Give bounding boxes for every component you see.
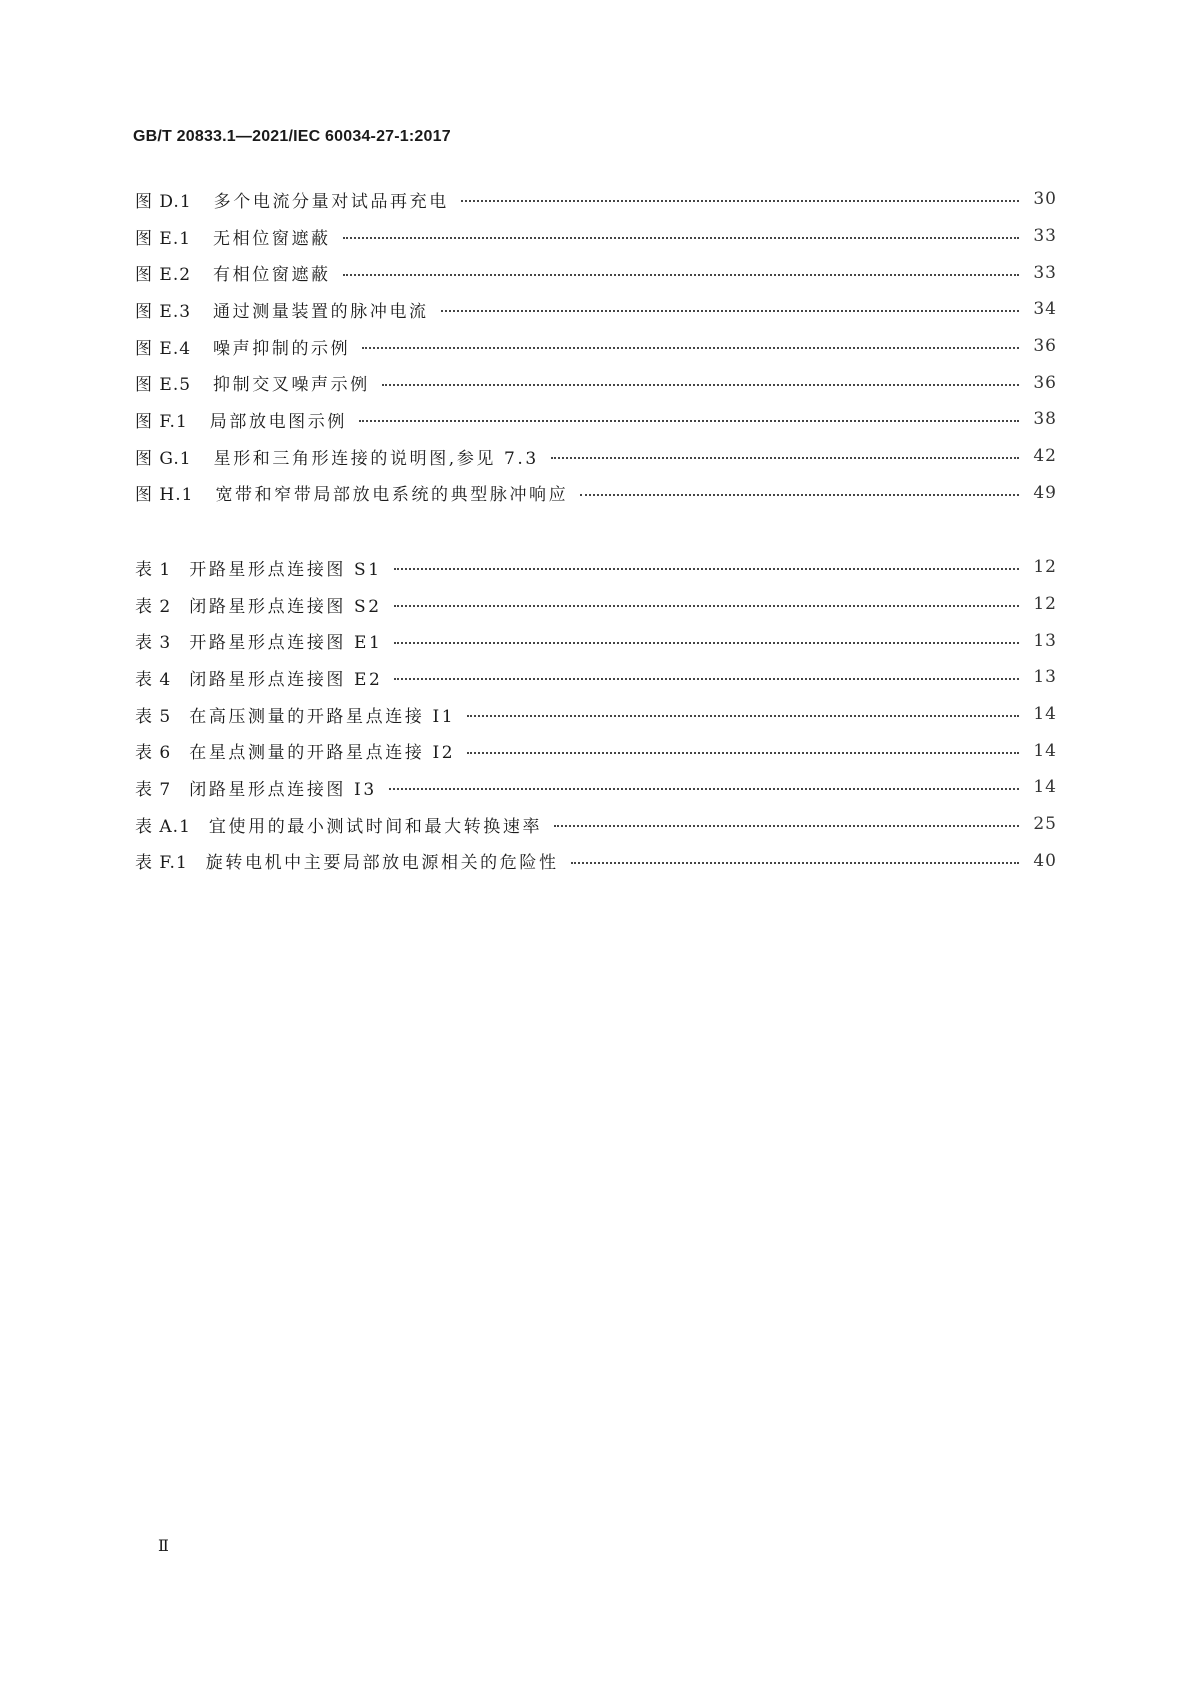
toc-entry-label: 图 E.4 <box>135 338 192 359</box>
toc-entry-page: 25 <box>1033 814 1057 835</box>
toc-entry-page: 14 <box>1033 777 1057 798</box>
toc-entry-title: 在高压测量的开路星点连接 I1 <box>189 706 456 727</box>
toc-entry-label: 图 D.1 <box>135 191 192 212</box>
toc-entry-label: 表 A.1 <box>135 816 191 837</box>
toc-entry-page: 13 <box>1033 667 1057 688</box>
toc-entry-title: 闭路星形点连接图 I3 <box>189 779 377 800</box>
toc-entry-figure[interactable] <box>135 475 1057 512</box>
toc-entry-page: 14 <box>1033 704 1057 725</box>
dot-leader <box>343 237 1020 239</box>
toc-entry-title: 宽带和窄带局部放电系统的典型脉冲响应 <box>215 485 569 506</box>
dot-leader <box>554 825 1019 827</box>
toc-entry-page: 49 <box>1033 482 1057 503</box>
toc-entry-page: 34 <box>1033 299 1057 320</box>
toc-entry-title: 开路星形点连接图 S1 <box>189 559 382 580</box>
toc-entry-figure[interactable] <box>135 438 1057 475</box>
toc-entry-table[interactable] <box>135 696 1057 733</box>
toc-entry-page: 42 <box>1033 446 1057 467</box>
dot-leader <box>343 274 1020 276</box>
toc-entry-title: 旋转电机中主要局部放电源相关的危险性 <box>205 853 559 874</box>
toc-entry-page: 12 <box>1033 594 1057 615</box>
toc-entry-table[interactable] <box>135 732 1057 769</box>
dot-leader <box>551 457 1020 459</box>
toc-entry-title: 通过测量装置的脉冲电流 <box>213 301 429 322</box>
dot-leader <box>571 862 1020 864</box>
list-of-figures <box>135 181 1057 511</box>
dot-leader <box>394 642 1019 644</box>
dot-leader <box>362 347 1019 349</box>
toc-entry-page: 36 <box>1033 372 1057 393</box>
toc-entry-label: 图 G.1 <box>135 448 192 469</box>
toc-entry-page: 30 <box>1033 189 1057 210</box>
toc-entry-title: 多个电流分量对试品再充电 <box>213 191 449 212</box>
toc-entry-table[interactable] <box>135 586 1057 623</box>
toc-entry-label: 表 3 <box>135 633 172 654</box>
toc-entry-label: 图 E.5 <box>135 375 192 396</box>
dot-leader <box>359 420 1019 422</box>
dot-leader <box>580 494 1019 496</box>
toc-entry-page: 14 <box>1033 740 1057 761</box>
page-number: Ⅱ <box>158 1538 169 1555</box>
toc-entry-title: 有相位窗遮蔽 <box>213 265 331 286</box>
toc-entry-label: 图 F.1 <box>135 411 188 432</box>
toc-entry-page: 38 <box>1033 409 1057 430</box>
dot-leader <box>467 715 1019 717</box>
toc-entry-label: 表 4 <box>135 669 172 690</box>
toc-entry-page: 33 <box>1033 262 1057 283</box>
dot-leader <box>394 678 1019 680</box>
dot-leader <box>382 384 1020 386</box>
dot-leader <box>467 752 1019 754</box>
toc-entry-label: 表 5 <box>135 706 172 727</box>
toc-entry-label: 图 E.3 <box>135 301 192 322</box>
toc-entry-table[interactable] <box>135 622 1057 659</box>
toc-entry-table[interactable] <box>135 769 1057 806</box>
toc-entry-title: 噪声抑制的示例 <box>213 338 351 359</box>
toc-entry-label: 表 6 <box>135 743 172 764</box>
toc-entry-label: 图 E.2 <box>135 265 192 286</box>
toc-entry-figure[interactable] <box>135 401 1057 438</box>
standard-header: GB/T 20833.1—2021/IEC 60034-27-1:2017 <box>133 128 451 145</box>
toc-entry-page: 40 <box>1033 850 1057 871</box>
toc-entry-table[interactable] <box>135 659 1057 696</box>
toc-entry-title: 无相位窗遮蔽 <box>213 228 331 249</box>
toc-entry-label: 表 7 <box>135 779 172 800</box>
toc-entry-page: 12 <box>1033 557 1057 578</box>
dot-leader <box>441 310 1020 312</box>
toc-entry-title: 在星点测量的开路星点连接 I2 <box>189 743 456 764</box>
toc-entry-title: 闭路星形点连接图 S2 <box>189 596 382 617</box>
toc-entry-label: 表 1 <box>135 559 172 580</box>
toc-entry-label: 图 E.1 <box>135 228 192 249</box>
toc-entry-figure[interactable] <box>135 364 1057 401</box>
toc-entry-label: 表 2 <box>135 596 172 617</box>
toc-entry-label: 图 H.1 <box>135 485 194 506</box>
dot-leader <box>389 788 1020 790</box>
toc-entry-title: 抑制交叉噪声示例 <box>213 375 370 396</box>
toc-entry-title: 闭路星形点连接图 E2 <box>189 669 383 690</box>
dot-leader <box>461 200 1020 202</box>
toc-entry-figure[interactable] <box>135 254 1057 291</box>
list-of-tables <box>135 549 1057 879</box>
toc-entry-table[interactable] <box>135 806 1057 843</box>
toc-entry-figure[interactable] <box>135 291 1057 328</box>
toc-entry-page: 36 <box>1033 336 1057 357</box>
toc-entry-figure[interactable] <box>135 218 1057 255</box>
dot-leader <box>394 605 1020 607</box>
toc-entry-title: 局部放电图示例 <box>209 411 347 432</box>
toc-entry-page: 33 <box>1033 226 1057 247</box>
dot-leader <box>394 568 1020 570</box>
toc-entry-title: 开路星形点连接图 E1 <box>189 633 383 654</box>
toc-entry-page: 13 <box>1033 630 1057 651</box>
toc-entry-table[interactable] <box>135 843 1057 880</box>
toc-entry-figure[interactable] <box>135 181 1057 218</box>
toc-entry-figure[interactable] <box>135 328 1057 365</box>
toc-entry-label: 表 F.1 <box>135 853 188 874</box>
toc-entry-title: 星形和三角形连接的说明图,参见 7.3 <box>213 448 539 469</box>
toc-entry-table[interactable] <box>135 549 1057 586</box>
toc-entry-title: 宜使用的最小测试时间和最大转换速率 <box>208 816 543 837</box>
